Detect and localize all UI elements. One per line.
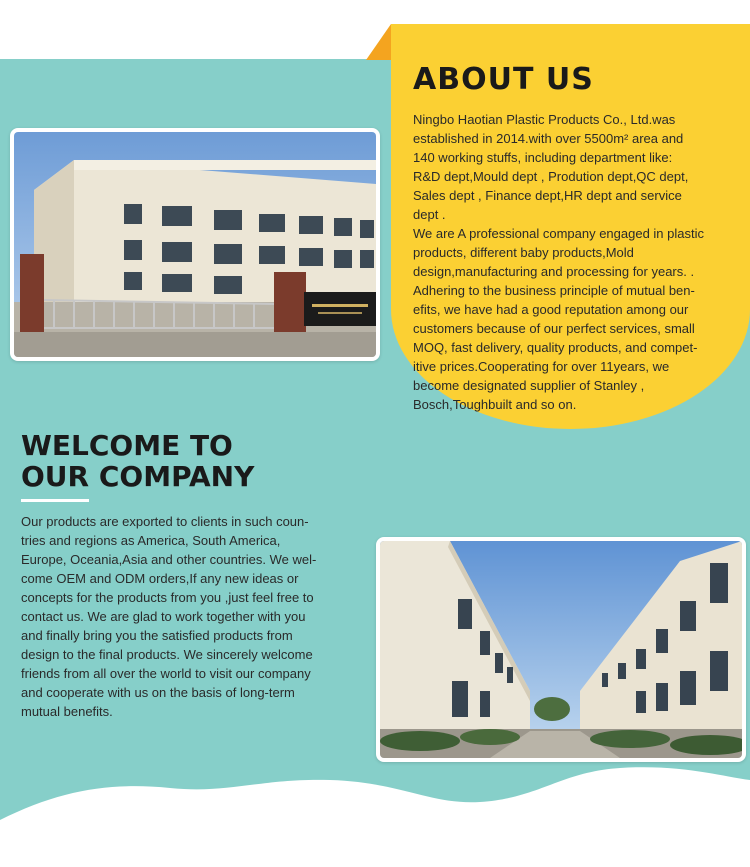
factory-courtyard-photo — [376, 537, 746, 762]
about-line: Adhering to the business principle of mutual ben- — [413, 283, 695, 298]
welcome-line: Our products are exported to clients in such coun- — [21, 514, 309, 529]
about-line: become designated supplier of Stanley , — [413, 378, 645, 393]
about-line: products, different baby products,Mold — [413, 245, 634, 260]
welcome-line: and cooperate with us on the basis of long-term — [21, 685, 295, 700]
about-line: Bosch,Toughbuilt and so on. — [413, 397, 577, 412]
welcome-title-line1: WELCOME TO — [21, 429, 233, 462]
about-line: Ningbo Haotian Plastic Products Co., Ltd.was — [413, 112, 676, 127]
about-line: MOQ, fast delivery, quality products, and compet- — [413, 340, 698, 355]
about-line: efits, we have had a good reputation among our — [413, 302, 689, 317]
welcome-line: Europe, Oceania,Asia and other countries. We wel- — [21, 552, 317, 567]
about-line: R&D dept,Mould dept , Prodution dept,QC dept, — [413, 169, 689, 184]
welcome-line: contact us. We are glad to work together with you — [21, 609, 306, 624]
welcome-line: design to the final products. We sincerely welcome — [21, 647, 313, 662]
welcome-title — [21, 430, 254, 492]
about-line: We are A professional company engaged in plastic — [413, 226, 704, 241]
welcome-line: and finally bring you the satisfied products from — [21, 628, 293, 643]
welcome-line: tries and regions as America, South America, — [21, 533, 281, 548]
welcome-text — [21, 512, 351, 721]
about-line: itive prices.Cooperating for over 11years, we — [413, 359, 670, 374]
welcome-line: friends from all over the world to visit our company — [21, 666, 311, 681]
welcome-line: concepts for the products from you ,just feel free to — [21, 590, 314, 605]
about-text — [413, 110, 731, 414]
welcome-title-line2: OUR COMPANY — [21, 460, 255, 493]
about-title: ABOUT US — [413, 62, 594, 97]
about-line: dept . — [413, 207, 446, 222]
about-line: design,manufacturing and processing for years. . — [413, 264, 695, 279]
white-wave-decoration — [0, 760, 750, 867]
factory-front-image — [14, 132, 376, 357]
welcome-line: mutual benefits. — [21, 704, 113, 719]
about-line: established in 2014.with over 5500m² area and — [413, 131, 684, 146]
factory-courtyard-image — [380, 541, 742, 758]
about-line: Sales dept , Finance dept,HR dept and service — [413, 188, 682, 203]
about-line: 140 working stuffs, including department like: — [413, 150, 673, 165]
welcome-line: come OEM and ODM orders,If any new ideas or — [21, 571, 299, 586]
factory-front-photo — [10, 128, 380, 361]
about-line: customers because of our perfect services, small — [413, 321, 695, 336]
welcome-divider — [21, 499, 89, 502]
